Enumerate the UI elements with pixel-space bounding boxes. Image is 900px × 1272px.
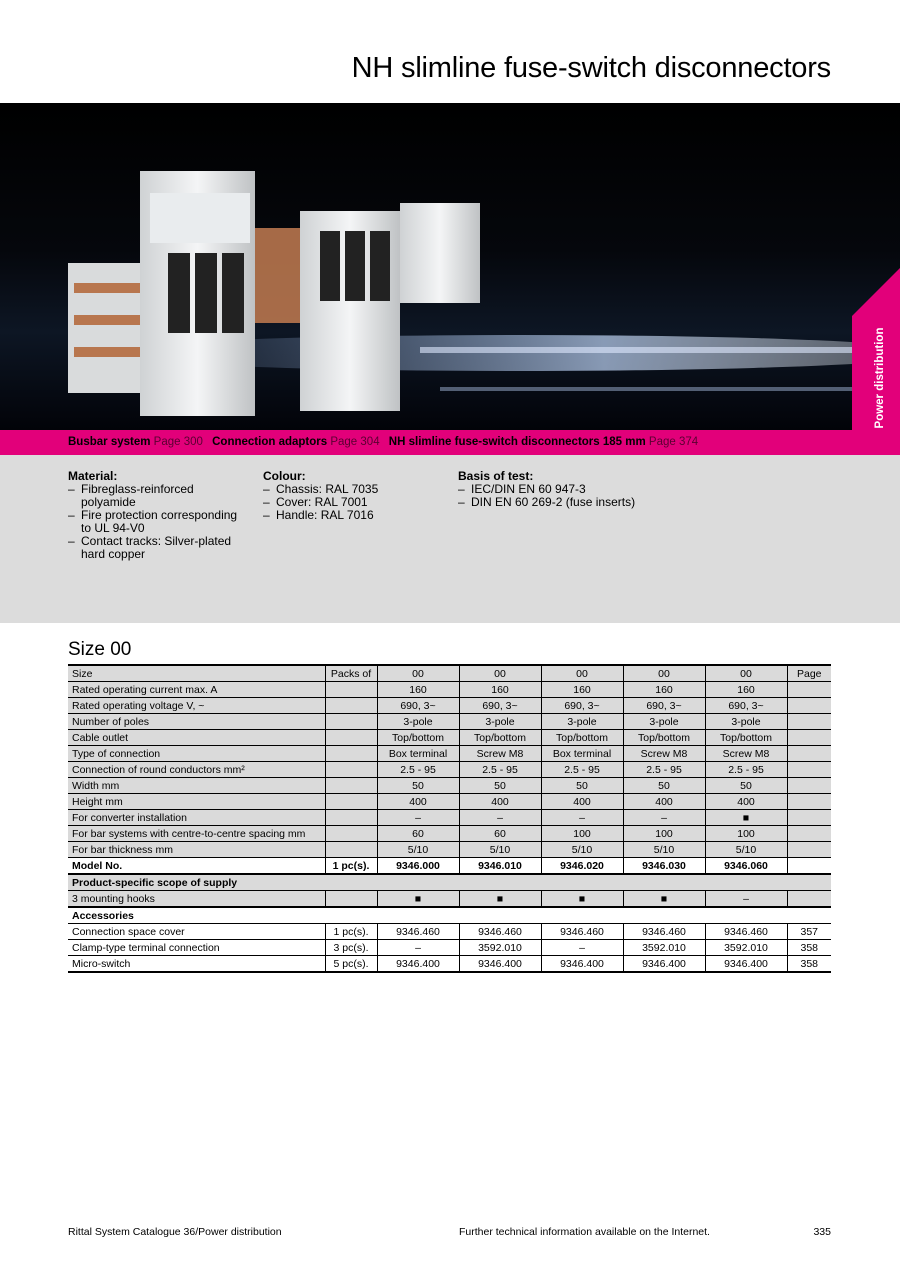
value-cell: Top/bottom [377,730,459,746]
basis-item: – IEC/DIN EN 60 947-3 [458,483,718,496]
table-row [68,778,831,794]
packs-cell [325,698,377,714]
basis-column [458,470,718,509]
row-label: Rated operating current max. A [68,682,325,698]
value-cell: 50 [541,778,623,794]
value-cell: 00 [705,665,787,682]
page-cell: Page [787,665,831,682]
link-busbar-system[interactable]: Busbar system Page 300 [68,436,203,448]
row-label: Height mm [68,794,325,810]
value-cell: 9346.400 [623,956,705,973]
value-cell: 00 [459,665,541,682]
packs-cell [325,714,377,730]
page-cell [787,746,831,762]
value-cell: 2.5 - 95 [623,762,705,778]
value-cell: – [377,810,459,826]
value-cell: 2.5 - 95 [705,762,787,778]
value-cell: 50 [377,778,459,794]
packs-cell: 1 pc(s). [325,858,377,875]
packs-cell [325,794,377,810]
value-cell: 5/10 [377,842,459,858]
value-cell: – [541,940,623,956]
row-label: For bar systems with centre-to-centre spacing mm [68,826,325,842]
table-row [68,794,831,810]
value-cell: 3592.010 [623,940,705,956]
value-cell: 160 [459,682,541,698]
value-cell: 50 [459,778,541,794]
value-cell: 5/10 [541,842,623,858]
page-cell [787,858,831,875]
colour-item: – Cover: RAL 7001 [263,496,443,509]
colour-heading: Colour: [263,469,306,483]
page-cell [787,826,831,842]
value-cell: 2.5 - 95 [377,762,459,778]
page-cell [787,842,831,858]
value-cell: 160 [377,682,459,698]
packs-cell: 1 pc(s). [325,924,377,940]
page-cell [787,698,831,714]
value-cell: 00 [541,665,623,682]
packs-cell: 5 pc(s). [325,956,377,973]
value-cell: – [377,940,459,956]
value-cell: Box terminal [541,746,623,762]
colour-item: – Handle: RAL 7016 [263,509,443,522]
material-heading: Material: [68,469,118,483]
table-row [68,762,831,778]
value-cell: 9346.460 [705,924,787,940]
value-cell: 3592.010 [459,940,541,956]
colour-column [263,470,443,522]
value-cell: 100 [541,826,623,842]
section-label: Product-specific scope of supply [68,874,831,891]
value-cell: 690, 3~ [623,698,705,714]
value-cell: ■ [705,810,787,826]
link-connection-adaptors[interactable]: Connection adaptors Page 304 [212,436,380,448]
value-cell: Box terminal [377,746,459,762]
value-cell: 9346.400 [459,956,541,973]
page-cell [787,682,831,698]
material-item: – Contact tracks: Silver-plated hard copper [68,535,248,561]
value-cell: 400 [459,794,541,810]
value-cell: 5/10 [459,842,541,858]
row-label: For converter installation [68,810,325,826]
value-cell: 690, 3~ [705,698,787,714]
spec-table [68,664,831,973]
value-cell: 160 [541,682,623,698]
table-row [68,940,831,956]
table-row [68,810,831,826]
page-cell: 357 [787,924,831,940]
value-cell: 9346.400 [705,956,787,973]
value-cell: 5/10 [623,842,705,858]
value-cell: 400 [541,794,623,810]
size-heading: Size 00 [68,639,132,660]
page-cell [787,762,831,778]
table-row [68,698,831,714]
colour-item: – Chassis: RAL 7035 [263,483,443,496]
value-cell: 9346.010 [459,858,541,875]
table-row [68,891,831,908]
row-label: Connection of round conductors mm² [68,762,325,778]
value-cell: 400 [377,794,459,810]
value-cell: ■ [377,891,459,908]
value-cell: 100 [705,826,787,842]
material-item: – Fire protection corresponding to UL 94-V0 [68,509,248,535]
table-row [68,956,831,973]
packs-cell [325,778,377,794]
table-row [68,665,831,682]
value-cell: 3-pole [705,714,787,730]
packs-cell [325,810,377,826]
page-cell [787,810,831,826]
table-row [68,714,831,730]
value-cell: 9346.460 [377,924,459,940]
related-links-bar [0,430,852,455]
value-cell: ■ [541,891,623,908]
packs-cell [325,842,377,858]
row-label: Size [68,665,325,682]
link-nh-185mm[interactable]: NH slimline fuse-switch disconnectors 185 mm Page 374 [388,436,699,448]
value-cell: 9346.000 [377,858,459,875]
value-cell: Top/bottom [541,730,623,746]
material-column [68,470,248,561]
value-cell: 3-pole [377,714,459,730]
packs-cell [325,730,377,746]
value-cell: 9346.400 [541,956,623,973]
value-cell: 100 [623,826,705,842]
page-cell: 358 [787,940,831,956]
page-cell [787,794,831,810]
value-cell: 9346.060 [705,858,787,875]
row-label: Rated operating voltage V, ~ [68,698,325,714]
value-cell: – [623,810,705,826]
value-cell: 160 [705,682,787,698]
page-cell: 358 [787,956,831,973]
product-info-panel [0,455,900,623]
footer-catalogue: Rittal System Catalogue 36/Power distribution [68,1226,282,1238]
row-label: Model No. [68,858,325,875]
table-row [68,842,831,858]
value-cell: 400 [705,794,787,810]
basis-item: – DIN EN 60 269-2 (fuse inserts) [458,496,718,509]
table-section-row [68,907,831,924]
value-cell: 3-pole [541,714,623,730]
value-cell: – [459,810,541,826]
value-cell: 160 [623,682,705,698]
material-item: – Fibreglass-reinforced polyamide [68,483,248,509]
value-cell: 690, 3~ [377,698,459,714]
value-cell: ■ [623,891,705,908]
product-photo [0,103,900,430]
value-cell: 50 [705,778,787,794]
table-row [68,746,831,762]
value-cell: 690, 3~ [459,698,541,714]
value-cell: 9346.030 [623,858,705,875]
value-cell: Top/bottom [459,730,541,746]
section-tab-label: Power distribution [874,327,886,429]
packs-cell [325,762,377,778]
page-title: NH slimline fuse-switch disconnectors [351,52,831,84]
table-row [68,924,831,940]
table-row [68,730,831,746]
value-cell: 9346.460 [623,924,705,940]
packs-cell: Packs of [325,665,377,682]
row-label: Clamp-type terminal connection [68,940,325,956]
page-cell [787,891,831,908]
basis-heading: Basis of test: [458,469,534,483]
row-label: Type of connection [68,746,325,762]
value-cell: 3592.010 [705,940,787,956]
value-cell: 60 [459,826,541,842]
row-label: Micro-switch [68,956,325,973]
value-cell: 9346.020 [541,858,623,875]
value-cell: Screw M8 [459,746,541,762]
value-cell: Top/bottom [705,730,787,746]
row-label: For bar thickness mm [68,842,325,858]
page-number: 335 [813,1226,831,1238]
value-cell: 5/10 [705,842,787,858]
table-row [68,682,831,698]
value-cell: 60 [377,826,459,842]
footer-info: Further technical information available on the Internet. [459,1226,710,1238]
value-cell: Screw M8 [705,746,787,762]
section-label: Accessories [68,907,831,924]
table-section-row [68,874,831,891]
value-cell: ■ [459,891,541,908]
value-cell: 9346.460 [541,924,623,940]
value-cell: – [705,891,787,908]
value-cell: 400 [623,794,705,810]
table-row [68,858,831,875]
value-cell: 2.5 - 95 [459,762,541,778]
value-cell: 3-pole [459,714,541,730]
value-cell: – [541,810,623,826]
row-label: Connection space cover [68,924,325,940]
packs-cell [325,746,377,762]
page-cell [787,714,831,730]
page-cell [787,778,831,794]
page-cell [787,730,831,746]
packs-cell [325,682,377,698]
row-label: Number of poles [68,714,325,730]
value-cell: 690, 3~ [541,698,623,714]
value-cell: 2.5 - 95 [541,762,623,778]
value-cell: 50 [623,778,705,794]
packs-cell: 3 pc(s). [325,940,377,956]
value-cell: 00 [377,665,459,682]
value-cell: Top/bottom [623,730,705,746]
table-row [68,826,831,842]
value-cell: 00 [623,665,705,682]
row-label: 3 mounting hooks [68,891,325,908]
row-label: Cable outlet [68,730,325,746]
packs-cell [325,891,377,908]
value-cell: 3-pole [623,714,705,730]
value-cell: Screw M8 [623,746,705,762]
row-label: Width mm [68,778,325,794]
value-cell: 9346.400 [377,956,459,973]
packs-cell [325,826,377,842]
value-cell: 9346.460 [459,924,541,940]
